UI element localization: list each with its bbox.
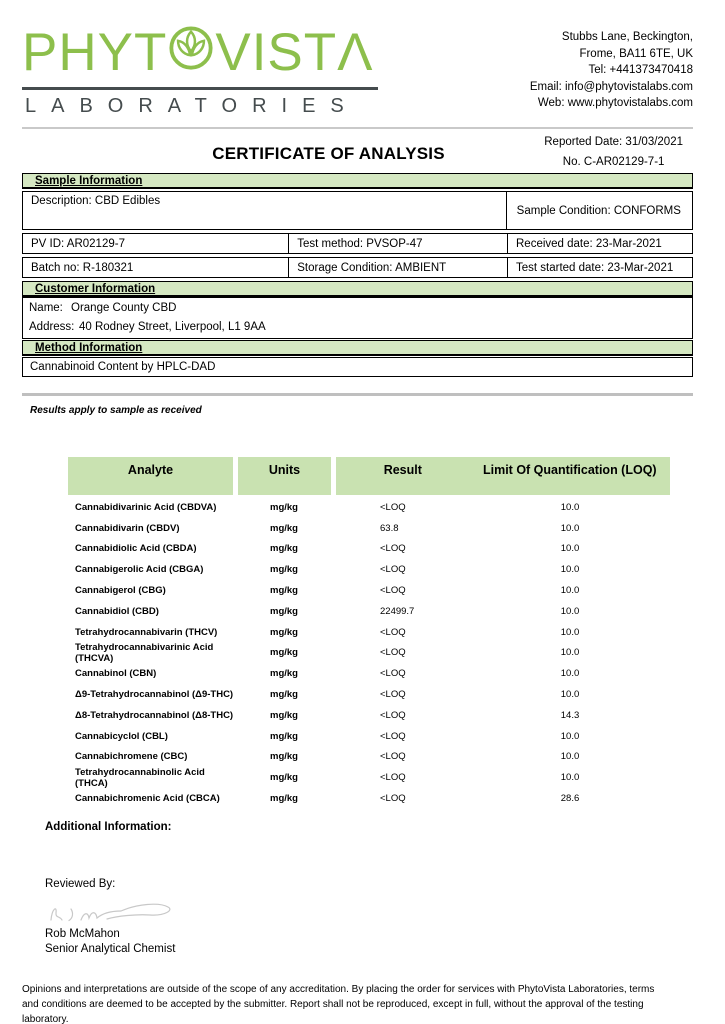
section-title: Customer Information	[35, 282, 156, 295]
result-cell: <LOQ	[380, 730, 406, 742]
results-table-body	[68, 497, 670, 809]
title-row	[22, 129, 693, 173]
table-row	[68, 705, 670, 726]
column-header-units: Units	[238, 457, 331, 495]
sample-info-row-2	[22, 257, 693, 278]
analyte-cell: Cannabichromene (CBC)	[75, 751, 188, 763]
loq-cell: 10.0	[560, 626, 580, 638]
loq-cell: 10.0	[560, 751, 580, 763]
customer-address-label: Address:	[29, 321, 75, 333]
loq-cell: 14.3	[560, 709, 580, 721]
sample-info-row-1	[22, 233, 693, 254]
result-cell: <LOQ	[380, 668, 406, 680]
reviewer-role: Senior Analytical Chemist	[45, 942, 176, 955]
loq-cell: 10.0	[560, 522, 580, 534]
storage-condition: Storage Condition: AMBIENT	[289, 258, 508, 277]
loq-cell: 10.0	[560, 564, 580, 576]
analyte-cell: Cannabidivarinic Acid (CBDVA)	[75, 501, 217, 513]
section-title: Method Information	[35, 341, 143, 354]
analyte-cell: Cannabidiolic Acid (CBDA)	[75, 543, 197, 555]
table-row	[68, 539, 670, 560]
report-meta	[544, 132, 683, 172]
table-row	[68, 601, 670, 622]
table-row	[68, 726, 670, 747]
contact-email: Email: info@phytovistalabs.com	[529, 80, 693, 93]
loq-cell: 10.0	[560, 501, 580, 513]
test-started-date: Test started date: 23-Mar-2021	[516, 261, 674, 274]
units-cell: mg/kg	[270, 730, 298, 742]
gray-divider	[22, 393, 693, 396]
pv-id: PV ID: AR02129-7	[23, 234, 289, 253]
units-cell: mg/kg	[270, 751, 298, 763]
test-method: Test method: PVSOP-47	[289, 234, 508, 253]
result-cell: <LOQ	[380, 501, 406, 513]
column-header-result-loq	[336, 457, 670, 495]
reported-date: Reported Date: 31/03/2021	[544, 136, 683, 148]
result-cell: <LOQ	[380, 772, 406, 784]
loq-cell: 10.0	[560, 647, 580, 659]
units-cell: mg/kg	[270, 543, 298, 555]
analyte-cell: Δ9-Tetrahydrocannabinol (Δ9-THC)	[75, 689, 234, 701]
units-cell: mg/kg	[270, 772, 298, 784]
section-customer-information	[22, 281, 693, 297]
loq-cell: 10.0	[560, 772, 580, 784]
result-cell: <LOQ	[380, 689, 406, 701]
units-cell: mg/kg	[270, 626, 298, 638]
section-title: Sample Information	[35, 174, 143, 187]
table-row	[68, 497, 670, 518]
result-cell: <LOQ	[380, 709, 406, 721]
header	[22, 25, 693, 118]
logo-text-post: VISTΛ	[215, 23, 374, 82]
loq-cell: 10.0	[560, 543, 580, 555]
customer-name-value: Orange County CBD	[71, 302, 177, 314]
table-row	[68, 788, 670, 809]
column-header-result: Result	[383, 463, 422, 477]
additional-information-label: Additional Information:	[45, 820, 172, 833]
loq-cell: 10.0	[560, 605, 580, 617]
contact-address-line1: Stubbs Lane, Beckington,	[561, 31, 693, 43]
result-cell: <LOQ	[380, 543, 406, 555]
table-row	[68, 663, 670, 684]
table-row	[68, 580, 670, 601]
customer-name-line	[23, 302, 692, 314]
loq-cell: 10.0	[560, 689, 580, 701]
analyte-cell: Tetrahydrocannabinolic Acid (THCA)	[75, 766, 205, 789]
result-cell: <LOQ	[380, 647, 406, 659]
units-cell: mg/kg	[270, 564, 298, 576]
customer-box	[22, 297, 693, 339]
sample-description: Description: CBD Edibles	[23, 192, 507, 229]
logo-subtitle: LABORATORIES	[25, 95, 359, 117]
page-title: CERTIFICATE OF ANALYSIS	[212, 144, 445, 163]
analyte-cell: Tetrahydrocannabivarin (THCV)	[75, 626, 218, 638]
loq-cell: 10.0	[560, 730, 580, 742]
logo-text-pre: PHYT	[22, 23, 168, 82]
units-cell: mg/kg	[270, 668, 298, 680]
section-sample-information	[22, 173, 693, 189]
contact-web: Web: www.phytovistalabs.com	[537, 97, 693, 109]
loq-cell: 28.6	[560, 793, 580, 805]
phytovista-logo	[22, 25, 382, 118]
received-date: Received date: 23-Mar-2021	[516, 237, 662, 250]
analyte-cell: Cannabichromenic Acid (CBCA)	[75, 793, 220, 805]
logo-wordmark	[22, 25, 382, 80]
result-cell: 22499.7	[380, 605, 415, 617]
results-table	[68, 457, 670, 809]
table-row	[68, 518, 670, 539]
analyte-cell: Cannabigerolic Acid (CBGA)	[75, 564, 204, 576]
result-cell: <LOQ	[380, 751, 406, 763]
table-row	[68, 643, 670, 664]
section-method-information	[22, 340, 693, 356]
batch-no: Batch no: R-180321	[23, 258, 289, 277]
sample-condition: Sample Condition: CONFORMS	[516, 204, 681, 217]
analyte-cell: Cannabidiol (CBD)	[75, 605, 159, 617]
table-row	[68, 622, 670, 643]
signature-image	[45, 895, 180, 925]
units-cell: mg/kg	[270, 501, 298, 513]
units-cell: mg/kg	[270, 522, 298, 534]
analyte-cell: Cannabidivarin (CBDV)	[75, 522, 180, 534]
table-row	[68, 767, 670, 788]
customer-address-line	[23, 321, 692, 333]
analyte-cell: Tetrahydrocannabivarinic Acid (THCVA)	[75, 641, 214, 664]
units-cell: mg/kg	[270, 793, 298, 805]
loq-cell: 10.0	[560, 668, 580, 680]
contact-address-line2: Frome, BA11 6TE, UK	[579, 47, 693, 60]
table-row	[68, 684, 670, 705]
customer-address-value: 40 Rodney Street, Liverpool, L1 9AA	[79, 321, 266, 333]
column-header-loq: Limit Of Quantification (LOQ)	[482, 463, 657, 477]
column-header-analyte: Analyte	[68, 457, 233, 495]
analyte-cell: Cannabicyclol (CBL)	[75, 730, 168, 742]
table-row	[68, 747, 670, 768]
table-row	[68, 559, 670, 580]
logo-divider-line	[22, 87, 378, 90]
results-note: Results apply to sample as received	[30, 405, 202, 416]
units-cell: mg/kg	[270, 709, 298, 721]
result-cell: <LOQ	[380, 626, 406, 638]
result-cell: <LOQ	[380, 585, 406, 597]
lab-contact-info	[530, 25, 693, 118]
leaf-in-circle-icon	[168, 25, 214, 80]
review-block	[45, 877, 693, 957]
reviewer-name: Rob McMahon	[45, 927, 120, 940]
footer-disclaimer: Opinions and interpretations are outside of the scope of any accreditation. By placing the order for services with PhytoVista Laboratories, terms and conditions are deemed to be accepted by the submitter. Report shall not be reproduced, except in full, without the approval of the testing laboratory.	[22, 983, 655, 1024]
result-cell: <LOQ	[380, 564, 406, 576]
units-cell: mg/kg	[270, 605, 298, 617]
method-box: Cannabinoid Content by HPLC-DAD	[22, 357, 693, 377]
analyte-cell: Cannabigerol (CBG)	[75, 585, 166, 597]
analyte-cell: Δ8-Tetrahydrocannabinol (Δ8-THC)	[75, 709, 234, 721]
units-cell: mg/kg	[270, 585, 298, 597]
certificate-number: No. C-AR02129-7-1	[562, 156, 665, 168]
result-cell: 63.8	[380, 522, 399, 534]
result-cell: <LOQ	[380, 793, 406, 805]
results-table-header	[68, 457, 670, 495]
units-cell: mg/kg	[270, 647, 298, 659]
loq-cell: 10.0	[560, 585, 580, 597]
units-cell: mg/kg	[270, 689, 298, 701]
sample-description-row	[22, 191, 693, 230]
contact-phone: Tel: +441373470418	[588, 64, 693, 76]
analyte-cell: Cannabinol (CBN)	[75, 668, 157, 680]
reviewed-by-label: Reviewed By:	[45, 877, 116, 890]
customer-name-label: Name:	[29, 302, 63, 314]
